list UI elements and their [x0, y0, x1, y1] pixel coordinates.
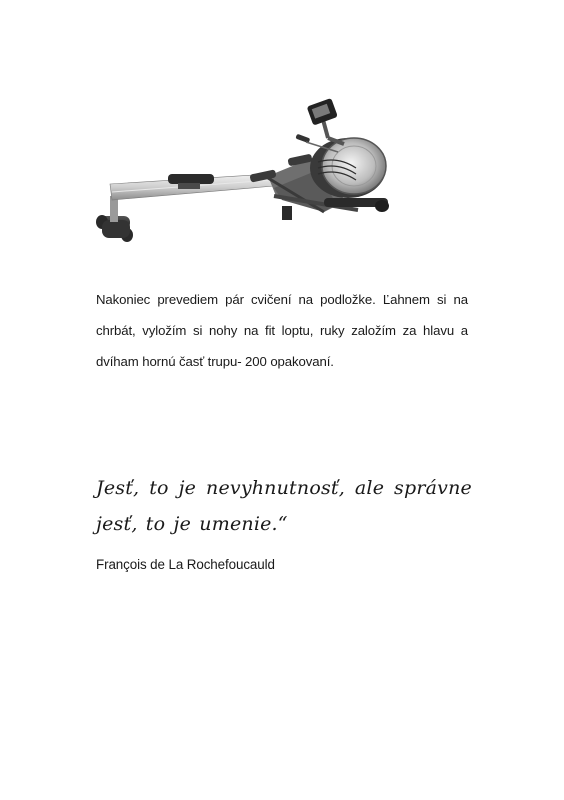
rowing-machine-illustration	[92, 92, 396, 248]
quote-author: François de La Rochefoucauld	[96, 557, 275, 572]
quote-text: Jesť, to je nevyhnutnosť, ale správne jesť, to je umenie.“	[96, 477, 472, 535]
body-paragraph: Nakoniec prevediem pár cvičení na podložke. Ľahnem si na chrbát, vyložím si nohy na fit loptu, ruky založím za hlavu a dvíham hornú časť trupu- 200 opakovaní.	[96, 292, 468, 369]
rowing-machine-icon	[92, 92, 396, 248]
